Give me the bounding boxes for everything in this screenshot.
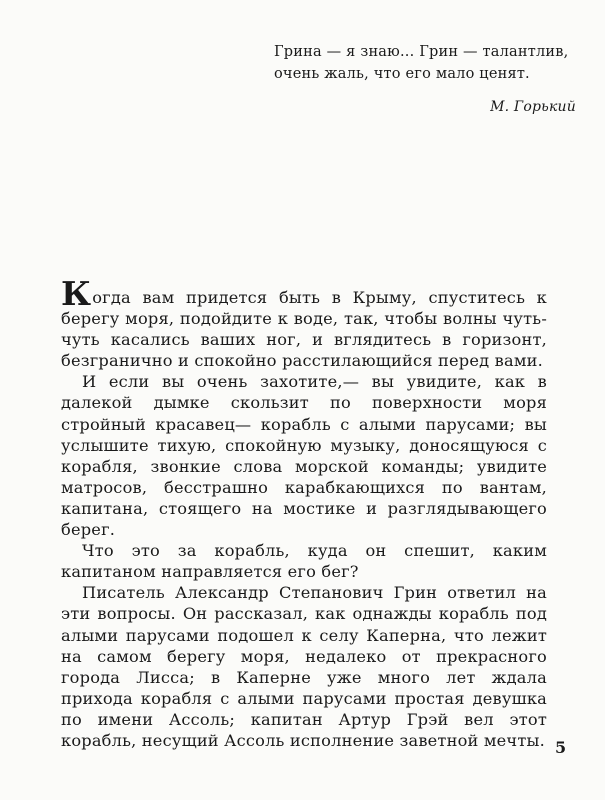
paragraph-1-text: огда вам придется быть в Крыму, спуститесь к берегу моря, подойдите к воде, так, чтобы волны чуть-чуть касались ваших ног, и вглядитесь в горизонт, безгранично и спокойно расстилающийся перед вами. xyxy=(61,288,547,371)
epigraph-line-1: Грина — я знаю... Грин — талантлив, xyxy=(274,44,569,60)
paragraph-1 xyxy=(61,274,547,371)
paragraph-3: Что это за корабль, куда он спешит, каким капитаном направляется его бег? xyxy=(61,541,547,582)
epigraph xyxy=(274,41,584,118)
paragraph-4: Писатель Александр Степанович Грин ответил на эти вопросы. Он рассказал, как однажды корабль под алыми парусами подошел к селу Каперна, что лежит на самом берегу моря, недалеко от прекрасного города Лисса; в Каперне уже много лет ждала прихода корабля с алыми парусами простая девушка по имени Ассоль; капитан Артур Грэй вел этот корабль, несущий Ассоль исполнение заветной мечты. xyxy=(61,583,547,750)
main-text xyxy=(61,274,547,751)
page-number: 5 xyxy=(555,738,567,757)
drop-cap: К xyxy=(61,274,92,313)
paragraph-2: И если вы очень захотите,— вы увидите, как в далекой дымке скользит по поверхности моря стройный красавец— корабль с алыми парусами; вы услышите тихую, спокойную музыку, доносящуюся с корабля, звонкие слова морской команды; увидите матросов, бесстрашно карабкающихся по вантам, капитана, стоящего на мостике и разглядывающего берег. xyxy=(61,372,547,540)
epigraph-line-2: очень жаль, что его мало ценят. xyxy=(274,66,530,82)
epigraph-author: М. Горький xyxy=(490,99,576,115)
